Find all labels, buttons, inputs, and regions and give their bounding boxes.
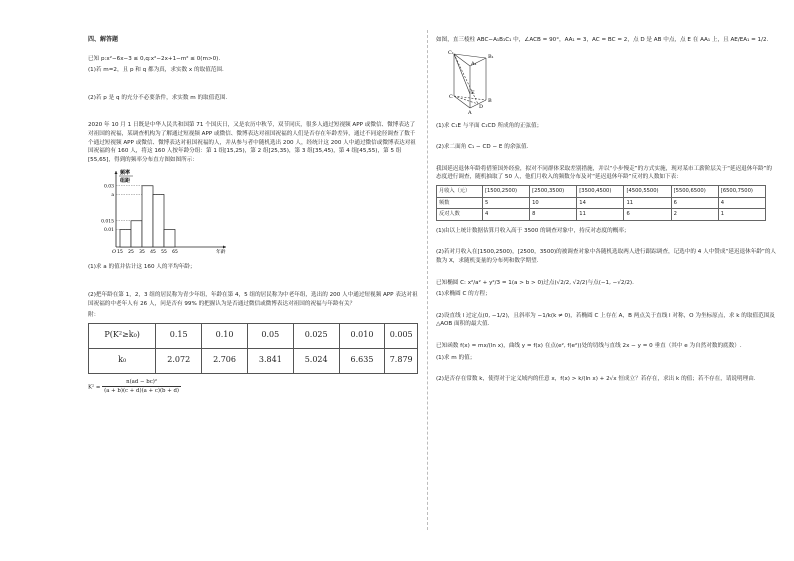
label-a: A [468,109,472,116]
table-row [437,209,766,221]
x-axis-label: 年龄 [216,250,226,256]
table-cell: 0.10 [202,323,248,348]
y-tick-label: a [111,193,114,199]
formula-numerator: n(ad − bc)² [102,378,181,388]
question-6-stem: 已知函数 f(x) = mx/(ln x)，曲线 y = f(x) 在点(e², f(e²))处的切线与直线 2x − y = 0 垂直（其中 e 为自然对数的底数）. [436,342,742,349]
question-4-stem: 我国延迟退休年龄将借鉴国外经验，拟对不同群体采取差别措施，并以“小步慢走”的方式实施，现对某市工薪阶层关于“延迟退休年龄”的态度进行调查，随机抽取了 50 人，他们月收入的频数分布及对“延迟退休年龄”反对的人数如下表： [436,165,773,181]
question-2-note: 附： [88,312,100,319]
table-cell: 6.635 [339,348,385,373]
histogram-bar [120,230,131,248]
question-1-stem: 已知 p:x²−6x−3 ≤ 0,q:x²−2x+1−m² ≤ 0(m>0). [88,55,221,62]
table-cell: 11 [624,197,671,209]
table-cell: 2.706 [202,348,248,373]
prism-edge [454,96,470,108]
table-header-cell: [5500,6500) [671,185,718,197]
label-b: B [488,97,492,104]
table-cell: 0.025 [293,323,339,348]
table-row [89,348,418,373]
table-cell: 8 [530,209,577,221]
histogram-bar [153,195,164,248]
x-tick-label: 25 [128,250,134,256]
table-cell: 11 [577,209,624,221]
k-squared-formula [88,378,418,396]
question-5-part-2: (2)设直线 l 过定点(0, −1/2)，且斜率为 −1/k(k ≠ 0)，若椭圆 C 上存在 A，B 两点关于直线 l 对称，O 为坐标原点，求 k 的取值范围及 △AOB 面积的最大值. [436,312,775,328]
histogram-bar [131,221,142,247]
y-axis-label-bottom: 组距 [120,178,131,185]
table-cell: 3.841 [247,348,293,373]
question-1-part-1: (1)若 m=2，且 p 和 q 都为真，求实数 x 的取值范围. [88,67,224,74]
table-header-cell: [6500,7500) [718,185,765,197]
column-divider [427,30,428,530]
x-tick-label: 15 [117,250,123,256]
right-column [436,36,776,387]
question-5-stem: 已知椭圆 C: x²/a² + y²/3 = 1(a > b > 0)过点(√2/2, √2/2)与点(−1, −√2/2). [436,279,634,286]
x-tick-label: 55 [161,250,167,256]
table-cell: 0.005 [385,323,418,348]
formula-denominator: (a + b)(c + d)(a + c)(b + d) [104,388,180,395]
question-2-part-2: (2)把年龄在第 1，2，3 组的居民称为青少年组，年龄在第 4，5 组的居民称为中老年组，选出的 200 人中通过短视频 APP 表达对祖国祝福的中老年人有 26 人，问是否有 99% 的把握认为是否通过微信或微博表达对祖国的祝福与年龄有关？ [88,291,418,307]
table-header-cell: [4500,5500) [624,185,671,197]
table-cell: 频数 [437,197,483,209]
table-cell: 0.010 [339,323,385,348]
table-cell: 反对人数 [437,209,483,221]
question-6-part-1: (1)求 m 的值； [436,354,476,361]
table-cell: 6 [671,197,718,209]
table-cell: 6 [624,209,671,221]
formula-lhs: K² = [88,384,101,391]
table-cell: 4 [718,197,765,209]
question-4-part-2: (2)若对月收入在[1500,2500)，[2500，3500)的被调查对象中各随机选取两人进行跟踪调查，记选中的 4 人中赞成“延迟退休年龄”的人数为 X，求随机变量的分布列和数学期望. [436,249,777,264]
question-3-part-2: (2)求二面角 C₁ − CD − E 的余弦值. [436,144,529,151]
frequency-histogram [94,167,234,259]
question-3-part-1: (1)求 C₁E 与平面 C₁CD 所成角的正弦值； [436,122,543,129]
x-axis-arrow [223,246,226,249]
formula-fraction [102,378,181,396]
question-2-stem: 2020 年 10 月 1 日既是中华人民共和国第 71 个国庆日，又是农历中秋节，双节同庆，很多人通过短视频 APP 或微信、微博表达了对祖国的祝福，某调查机构为了解通过短视频 APP 或微信、微博表达对祖国祝福的人们是否存在年龄差异，通过不同途径调查了数千个通过短视频 APP 或微信、微博表达对祖国祝福的人，并从参与者中随机选出 200 人，经统计这 200 人中通过微信或微博表达对祖国祝福的有 160 人，将这 160 人按年龄分组：第 1 组[15,25)，第 2 组[25,35)，第 3 组[35,45)，第 4 组[45,55)，第 5 组[55,65]，得到的频率分布直方图如图所示： [88,122,416,163]
x-tick-label: 45 [150,250,156,256]
prism-figure [440,48,500,118]
label-e: E [471,89,475,96]
histogram-svg [94,167,234,259]
table-cell: 10 [530,197,577,209]
table-cell: 0.05 [247,323,293,348]
table-header-cell: 月收入（元） [437,185,483,197]
section-title: 四、解答题 [88,36,119,43]
question-4-part-1: (1)由以上统计数据估算月收入高于 3500 的调查对象中，持反对态度的概率； [436,227,630,234]
y-tick-label: 0.015 [101,219,114,225]
table-cell: 4 [482,209,529,221]
table-header-cell: [1500,2500) [482,185,529,197]
question-1-part-2: (2)若 p 是 q 的充分不必要条件，求实数 m 的取值范围. [88,94,228,101]
origin-label: O [112,249,117,256]
label-d: D [479,103,484,110]
table-cell: 5 [482,197,529,209]
label-c1: C₁ [448,49,454,56]
prism-svg [440,48,500,118]
y-tick-label: 0.01 [103,228,114,234]
table-cell: 5.024 [293,348,339,373]
table-header-cell: [3500,4500) [577,185,624,197]
label-a1: A₁ [471,60,477,67]
histogram-bar [164,230,175,248]
label-c: C [449,93,453,100]
left-column [88,36,418,396]
table-row [437,185,766,197]
table-row [437,197,766,209]
table-cell: 14 [577,197,624,209]
histogram-bar [142,186,153,247]
income-table [436,185,766,221]
critical-value-table [88,323,418,374]
table-header-cell: [2500,3500) [530,185,577,197]
question-2-part-1: (1)求 a 的值并估计这 160 人的平均年龄； [88,264,196,271]
table-cell: 7.879 [385,348,418,373]
table-header-cell: k₀ [89,348,156,373]
x-tick-label: 65 [172,250,178,256]
table-cell: 2.072 [156,348,202,373]
question-3-stem: 如图，直三棱柱 ABC−A₁B₁C₁ 中，∠ACB = 90°，AA₁ = 3，AC = BC = 2，点 D 是 AB 中点，点 E 在 AA₁ 上，且 AE/EA₁ = 1/2. [436,37,769,43]
table-cell: 2 [671,209,718,221]
table-cell: 0.15 [156,323,202,348]
table-header-cell: P(K²≥k₀) [89,323,156,348]
table-cell: 1 [718,209,765,221]
x-tick-label: 35 [139,250,145,256]
y-axis-arrow [115,171,118,174]
y-axis-label-top: 频率 [120,170,131,177]
question-6-part-2: (2)是否存在常数 k，使得对于定义域内的任意 x，f(x) > k/(ln x) + 2√x 恒成立？若存在，求出 k 的值；若不存在，请说明理由. [436,376,756,383]
question-5-part-1: (1)求椭圆 C 的方程； [436,291,491,298]
label-b1: B₁ [488,53,494,60]
y-tick-label: 0.03 [103,184,114,190]
table-row [89,323,418,348]
